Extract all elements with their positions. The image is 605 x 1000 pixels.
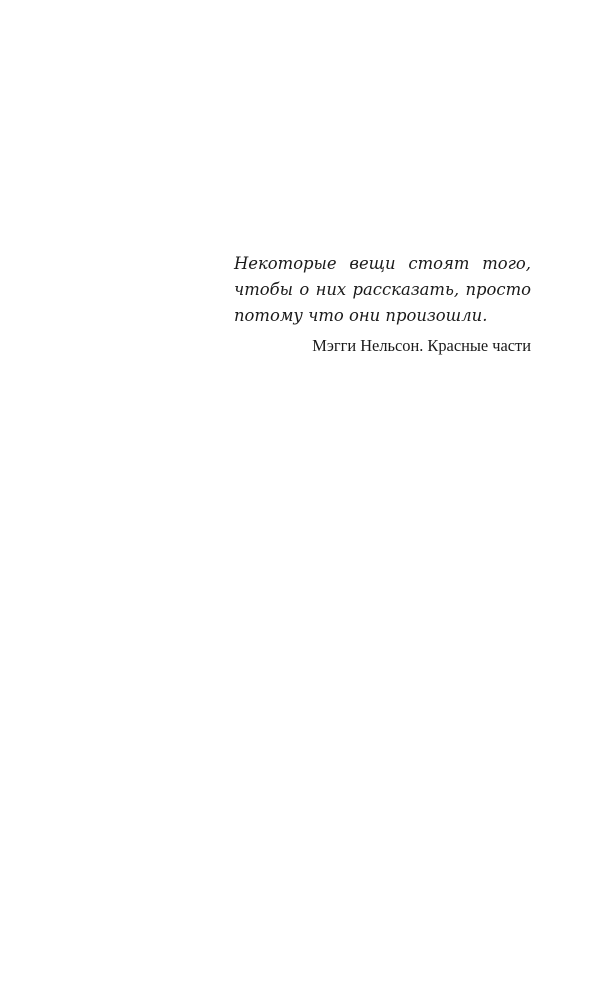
epigraph-source: Мэгги Нельсон. Красные части <box>312 336 531 355</box>
quote-line: они произошли. <box>348 306 488 325</box>
quote-line: о них рассказать, просто потому что <box>234 280 531 325</box>
quote-line: Некоторые вещи стоят того, чтобы <box>234 254 531 299</box>
epigraph <box>234 251 531 357</box>
epigraph-quote <box>234 251 531 329</box>
